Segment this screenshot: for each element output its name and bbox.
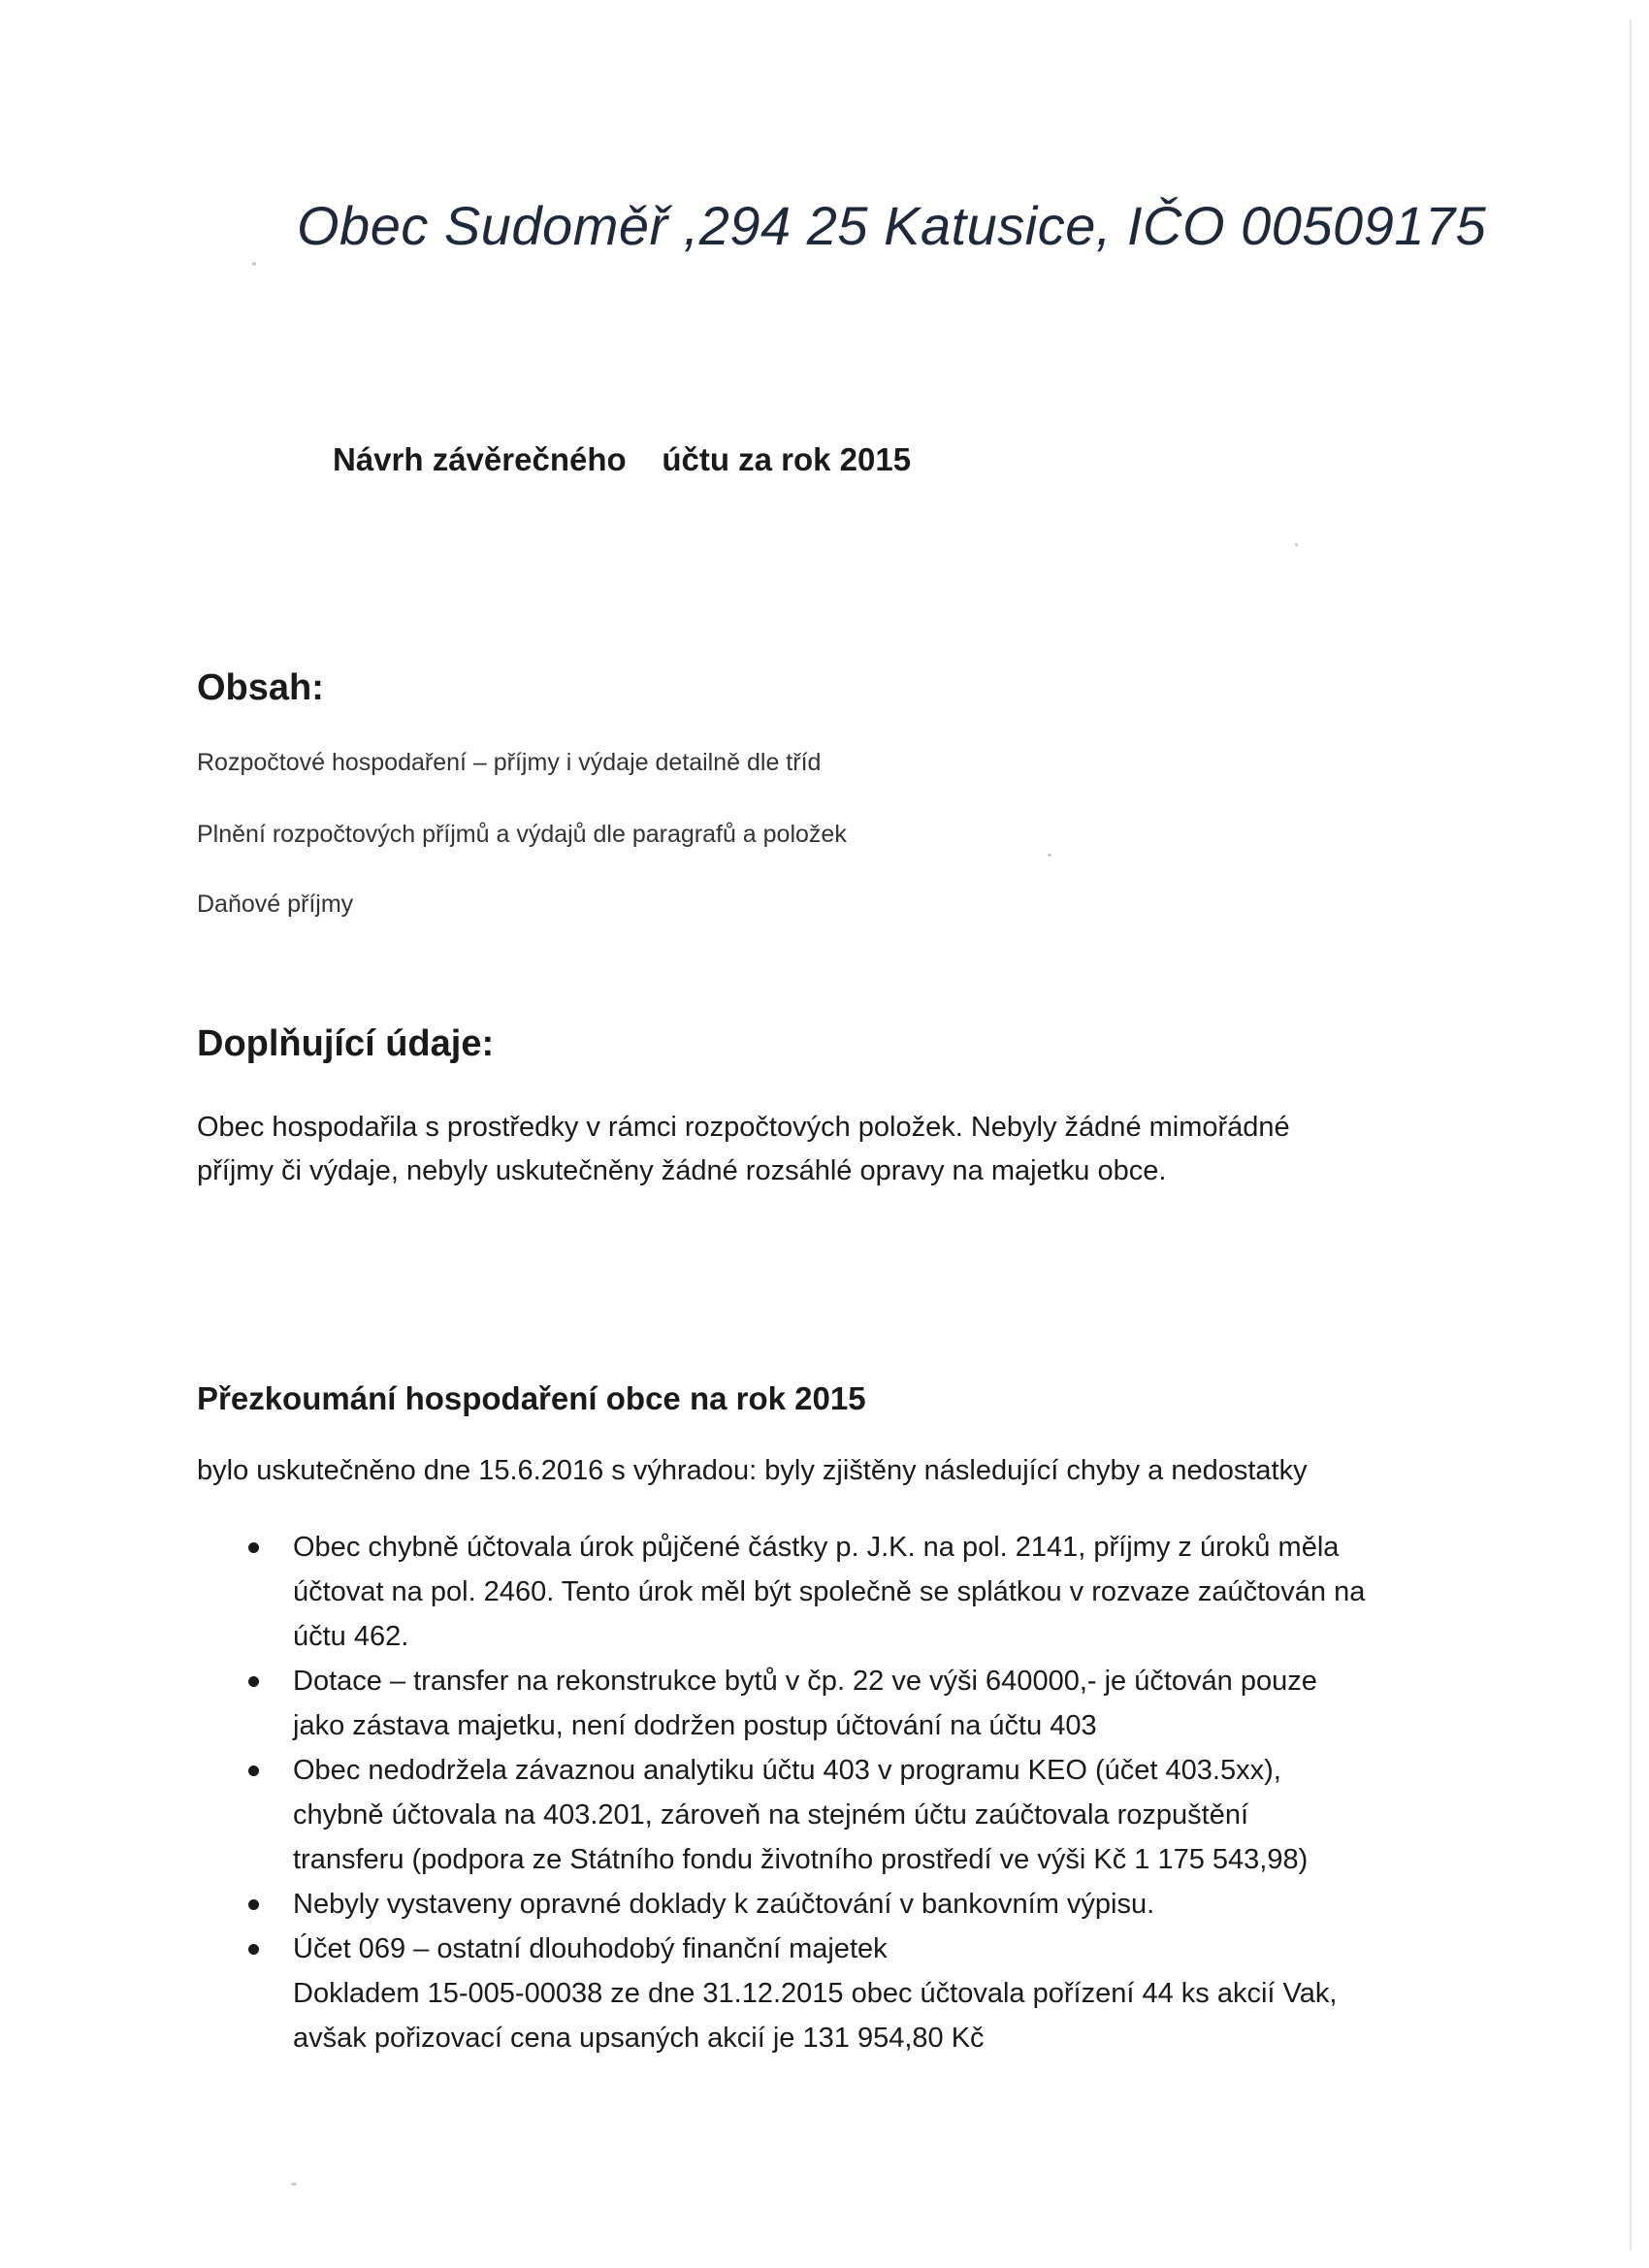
supplementary-heading: Doplňující údaje: [197, 1023, 495, 1064]
scan-speck [1048, 854, 1051, 857]
text-line: Dokladem 15-005-00038 ze dne 31.12.2015 obec účtovala pořízení 44 ks akcií Vak, [293, 1978, 1338, 2009]
text-line: Obec chybně účtovala úrok půjčené částky p. J.K. na pol. 2141, příjmy z úroků měla [293, 1532, 1340, 1563]
supplementary-text [197, 1106, 1458, 1193]
list-item [242, 1525, 1455, 1659]
review-heading: Přezkoumání hospodaření obce na rok 2015 [197, 1380, 866, 1416]
text-line: avšak pořizovací cena upsaných akcií je 131 954,80 Kč [293, 2023, 985, 2054]
text-line: chybně účtovala na 403.201, zároveň na stejném účtu zaúčtovala rozpuštění [293, 1799, 1249, 1831]
text-line: účtovat na pol. 2460. Tento úrok měl být společně se splátkou v rozvaze zaúčtován na [293, 1576, 1366, 1607]
contents-item: Rozpočtové hospodaření – příjmy i výdaje detailně dle tříd [197, 749, 822, 776]
list-item [242, 1927, 1455, 2060]
text-line: transferu (podpora ze Státního fondu životního prostředí ve výši Kč 1 175 543,98) [293, 1844, 1309, 1875]
text-line: Obec nedodržela závaznou analytiku účtu 403 v programu KEO (účet 403.5xx), [293, 1755, 1281, 1786]
bullet-icon [248, 1766, 259, 1776]
text-line: Nebyly vystaveny opravné doklady k zaúčtování v bankovním výpisu. [293, 1889, 1155, 1920]
list-item [242, 1882, 1455, 1927]
document-title: Návrh závěrečného účtu za rok 2015 [333, 441, 912, 477]
bullet-icon [248, 1944, 259, 1955]
text-line: příjmy či výdaje, nebyly uskutečněny žádné rozsáhlé opravy na majetku obce. [197, 1155, 1167, 1186]
list-item [242, 1748, 1455, 1882]
contents-item: Daňové příjmy [197, 891, 354, 918]
contents-item: Plnění rozpočtových příjmů a výdajů dle paragrafů a položek [197, 821, 847, 848]
list-item [242, 1659, 1455, 1748]
findings-list [242, 1525, 1455, 2060]
scan-edge-line [1630, 19, 1632, 2251]
scan-speck [252, 262, 256, 266]
scan-speck [1295, 543, 1298, 546]
bullet-icon [248, 1676, 259, 1687]
municipality-header: Obec Sudoměř ,294 25 Katusice, IČO 00509175 [297, 195, 1487, 256]
text-line: jako zástava majetku, není dodržen postup účtování na účtu 403 [293, 1710, 1097, 1741]
contents-heading: Obsah: [197, 667, 324, 708]
text-line: Dotace – transfer na rekonstrukce bytů v čp. 22 ve výši 640000,- je účtován pouze [293, 1666, 1317, 1697]
bullet-icon [248, 1899, 259, 1910]
text-line: Účet 069 – ostatní dlouhodobý finanční majetek [293, 1933, 888, 1964]
bullet-icon [248, 1542, 259, 1553]
text-line: účtu 462. [293, 1621, 409, 1652]
text-line: Obec hospodařila s prostředky v rámci rozpočtových položek. Nebyly žádné mimořádné [197, 1112, 1290, 1143]
scan-speck [291, 2183, 297, 2186]
review-intro: bylo uskutečněno dne 15.6.2016 s výhradou: byly zjištěny následující chyby a nedostatky [197, 1455, 1308, 1486]
